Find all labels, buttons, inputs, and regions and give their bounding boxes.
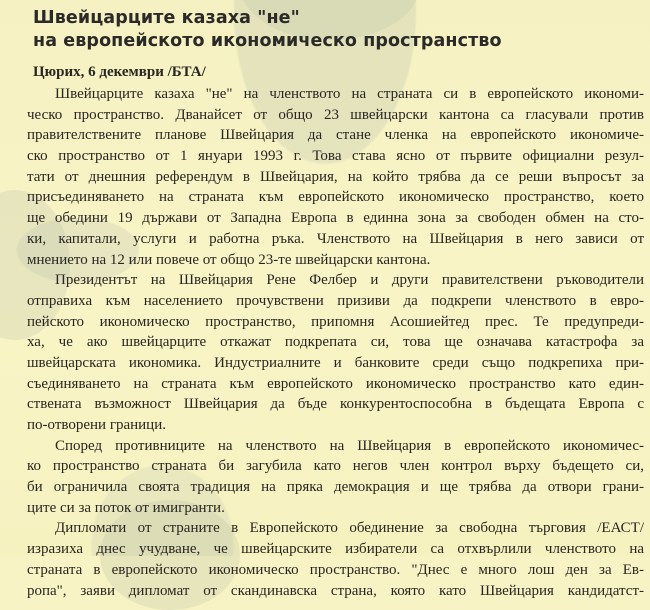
text-line: Дипломати от страните в Европейското обединение за свободна търговия /ЕАСТ/ (55, 520, 644, 537)
text-line: ците си за поток от имигранти. (27, 499, 225, 516)
text-line: Президентът на Швейцария Рене Фелбер и други правителствени ръководители (55, 272, 644, 289)
paragraph-4 (27, 518, 644, 601)
text-line: Швейцарците казаха "не" на членството на страната си в европейското икономи- (55, 86, 644, 102)
text-line: ще обедини 19 държави от Западна Европа в единна зона за свободен обмен на сто- (27, 210, 644, 227)
text-line: ствената възможност Швейцария да бъде конкурентоспособна в бъдещата Европа с (27, 396, 644, 413)
text-line: пейското икономическо пространство, припомня Асошиейтед прес. Те предупреди- (27, 313, 644, 330)
text-line: страната в европейското икономическо пространство. "Днес е много лош ден за Ев- (27, 561, 644, 578)
text-line: би ограничила своята традиция на пряка демокрация и ще трябва да отвори грани- (27, 479, 644, 496)
text-line: правителствените планове Швейцария да стане членка на европейското икономиче- (27, 127, 644, 144)
text-line: Според противниците на членството на Швейцария в европейското икономичес- (55, 437, 644, 454)
text-line: отправиха към населението прочувствени призиви да подкрепи членството в евро- (27, 292, 644, 309)
headline-line-1: Швейцарците казаха "не" (33, 8, 300, 28)
text-line: съединяването на страната към европейското икономическо пространство като един- (27, 375, 644, 392)
text-line: ко пространство страната би загубила като негов член контрол върху бъдещето си, (27, 458, 644, 475)
text-line: тати от днешния референдум в Швейцария, на който трябва да се реши въпросът за (27, 168, 644, 185)
text-line: изразиха днес учудване, че швейцарските избиратели са отхвърлили членството на (27, 541, 644, 558)
article-body (27, 84, 644, 601)
headline-line-2: на европейското икономическо пространство (33, 31, 502, 51)
text-line: присъединяването на страната към европейското икономическо пространство, което (27, 189, 644, 206)
text-line: по-отворени граници. (27, 417, 166, 433)
text-line: ско пространство от 1 януари 1993 г. Това става ясно от първите официални резул- (27, 148, 644, 165)
paragraph-3 (27, 436, 644, 519)
text-line: швейцарската икономика. Индустриалните и банковите среди също подкрепиха при- (27, 354, 644, 371)
text-line: ки, капитали, услуги и работна ръка. Членството на Швейцария в него зависи от (27, 230, 644, 247)
paragraph-1 (27, 84, 644, 270)
paragraph-2 (27, 270, 644, 436)
text-line: ропа", заяви дипломат от скандинавска страна, която като Швейцария кандидатст- (27, 582, 644, 599)
text-line: ческо пространство. Дванайсет от общо 23 швейцарски кантона са гласували против (27, 106, 644, 123)
article-dateline: Цюрих, 6 декември /БТА/ (33, 64, 206, 80)
text-line: ха, че ако швейцарците откажат подкрепата си, това ще означава катастрофа за (27, 334, 644, 351)
text-line: мнението на 12 или повече от общо 23-те швейцарски кантона. (27, 251, 431, 268)
